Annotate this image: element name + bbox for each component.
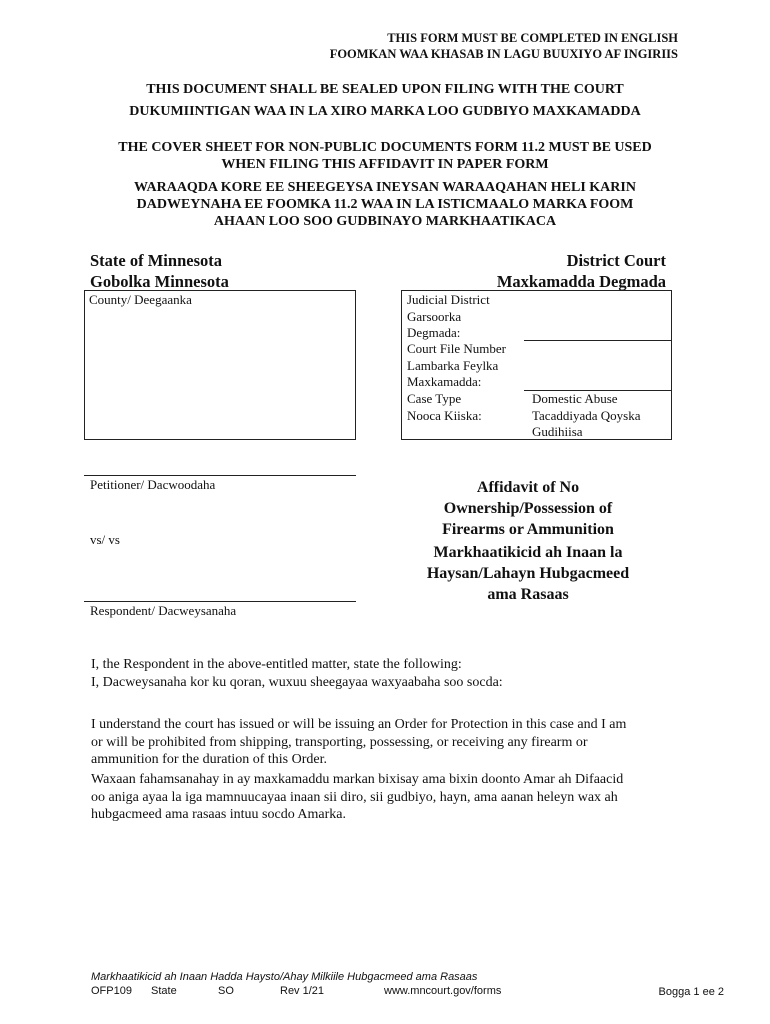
state-name: State of Minnesota xyxy=(90,251,222,270)
intro-statement: I, the Respondent in the above-entitled matter, state the following: I, Dacweysanaha kor ku qoran, wuxuu sheegayaa waxyaabaha soo socda: xyxy=(91,657,503,690)
versus-label: vs/ vs xyxy=(90,532,120,547)
statement-english: I understand the court has issued or will be issuing an Order for Protection in this case and I am or will be prohibited from shipping, transporting, possessing, or receiving any firearm or ammunition for the duration of this Order. xyxy=(91,717,627,767)
cover-sheet-notice-somali-line1: WARAAQDA KORE EE SHEEGEYSA INEYSAN WARAAQAHAN HELI KARIN xyxy=(134,180,636,195)
notice-somali: FOOMKAN WAA KHASAB IN LAGU BUUXIYO AF INGIRIIS xyxy=(329,47,678,61)
footer-website: www.mncourt.gov/forms xyxy=(384,985,502,997)
file-number-label: Court File Number Lambarka Feylka Maxkamadda: xyxy=(407,341,506,389)
footer-form-title: Markhaatikicid ah Inaan Hadda Haysto/Ahay Milkiile Hubgacmeed ama Rasaas xyxy=(91,971,478,983)
petitioner-name-field[interactable] xyxy=(84,475,356,476)
petitioner-label: Petitioner/ Dacwoodaha xyxy=(90,477,216,492)
court-name: District Court xyxy=(566,251,666,270)
county-label: County/ Deegaanka xyxy=(89,292,192,307)
form-title-somali: Markhaatikicid ah Inaan la Haysan/Lahayn Hubgacmeed ama Rasaas xyxy=(426,544,630,603)
sealed-notice-somali: DUKUMIINTIGAN WAA IN LA XIRO MARKA LOO GUDBIYO MAXKAMADDA xyxy=(129,104,641,119)
notice-english: THIS FORM MUST BE COMPLETED IN ENGLISH xyxy=(387,31,678,45)
statement-somali: Waxaan fahamsanahay in ay maxkamaddu markan bixisay ama bixin doonto Amar ah Difaacid oo aniga ayaa la iga mamnuucayaa inaan sii diro, sii gudbiyo, hayn, ama aanan heleyn wax ah hubgacmeed ama rasaas intuu socdo Amarka. xyxy=(91,772,624,822)
cover-sheet-notice-somali-line2: DADWEYNAHA EE FOOMKA 11.2 WAA IN LA ISTICMAALO MARKA FOOM xyxy=(136,197,634,212)
judicial-district-field[interactable] xyxy=(524,340,672,341)
footer-form-code: OFP109 xyxy=(91,985,132,997)
court-name-somali: Maxkamadda Degmada xyxy=(496,272,666,291)
state-name-somali: Gobolka Minnesota xyxy=(90,272,229,291)
respondent-name-field[interactable] xyxy=(84,601,356,602)
form-title-english: Affidavit of No Ownership/Possession of Firearms or Ammunition xyxy=(442,479,614,538)
sealed-notice-english: THIS DOCUMENT SHALL BE SEALED UPON FILING WITH THE COURT xyxy=(146,82,624,97)
case-info-box xyxy=(401,290,672,440)
respondent-label: Respondent/ Dacweysanaha xyxy=(90,603,237,618)
footer-revision: Rev 1/21 xyxy=(280,985,325,997)
cover-sheet-notice-line2: WHEN FILING THIS AFFIDAVIT IN PAPER FORM xyxy=(221,157,549,172)
case-type-value: Domestic Abuse Tacaddiyada Qoyska Gudihiisa xyxy=(532,391,641,439)
footer-language: SO xyxy=(218,985,234,997)
county-box[interactable] xyxy=(84,290,356,440)
cover-sheet-notice-line1: THE COVER SHEET FOR NON-PUBLIC DOCUMENTS FORM 11.2 MUST BE USED xyxy=(118,140,652,155)
footer-state: State xyxy=(151,985,177,997)
case-type-label: Case Type Nooca Kiiska: xyxy=(407,391,482,423)
footer-page-number: Bogga 1 ee 2 xyxy=(658,986,724,998)
judicial-district-label: Judicial District Garsoorka Degmada: xyxy=(407,292,490,340)
cover-sheet-notice-somali-line3: AHAAN LOO SOO GUDBINAYO MARKHAATIKACA xyxy=(213,214,557,229)
